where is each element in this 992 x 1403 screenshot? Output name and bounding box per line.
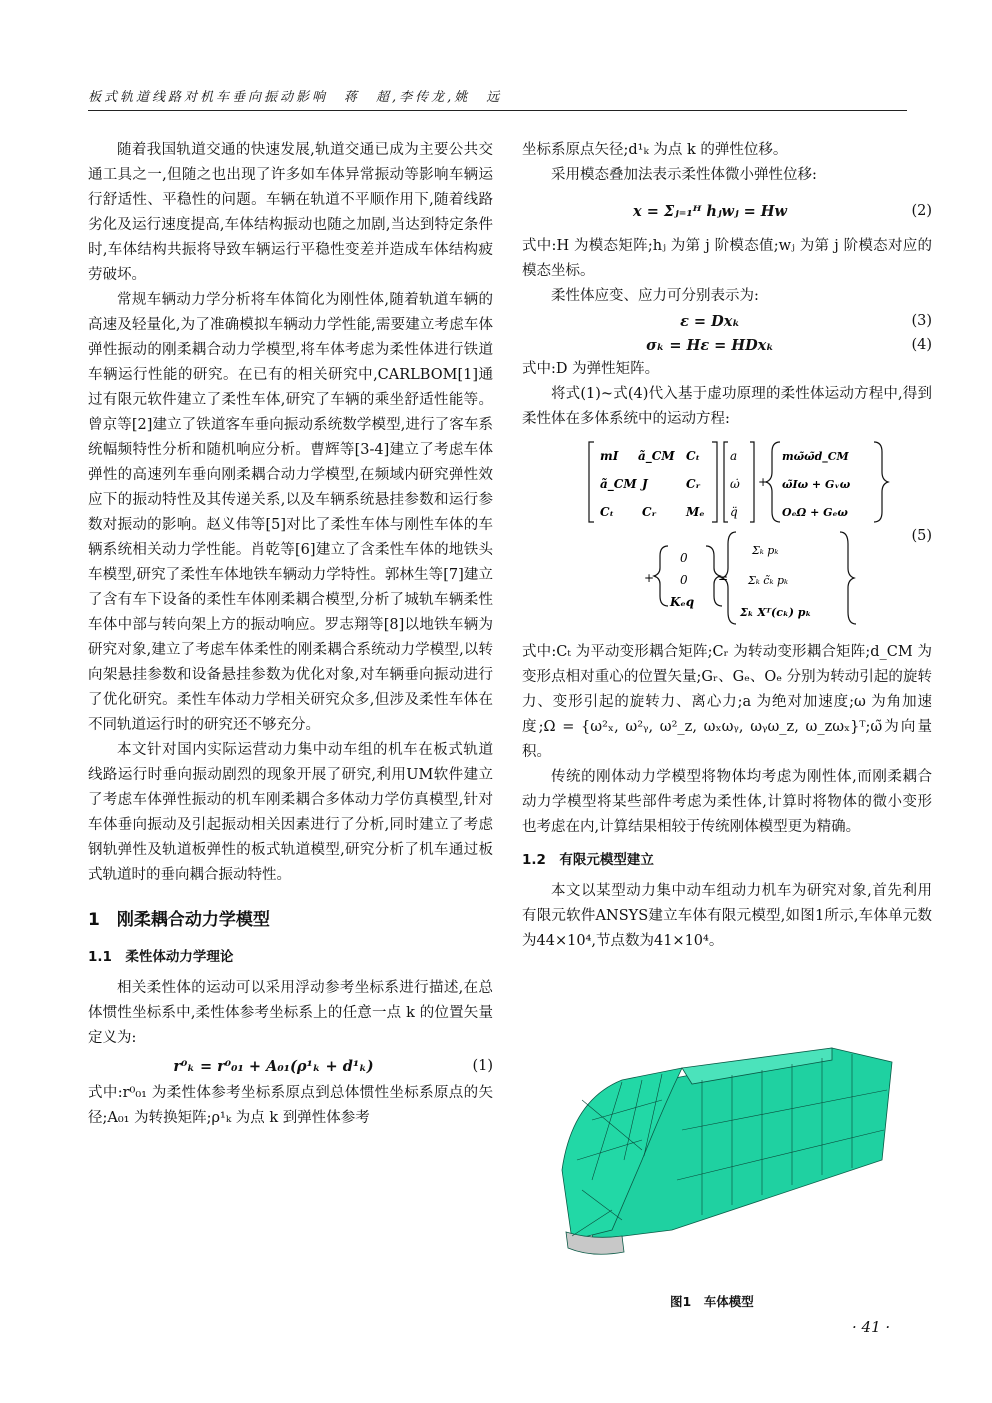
subsection-heading: 1.1 柔性体动力学理论	[88, 949, 234, 965]
paragraph: 本文以某型动力集中动车组动力机车为研究对象,首先利用有限元软件ANSYS建立车体有限元模型,如图1所示,车体单元数为44×10⁴,节点数为41×10⁴。	[522, 883, 932, 949]
paragraph: 式中:Cₜ 为平动变形耦合矩阵;Cᵣ 为转动变形耦合矩阵;d_CM 为变形点相对重心的位置矢量;Gᵣ、Gₑ、Oₑ 分别为转动引起的旋转力、变形引起的旋转力、离心力;a 为绝对加速度;ω 为角加速度;Ω = {ω²ₓ, ω²ᵧ, ω²_z, ωₓωᵧ, ωᵧω_z, ω_zωₓ}ᵀ;ω̃为向量积。	[522, 644, 932, 760]
equation-5	[522, 438, 932, 634]
equation-number: (4)	[911, 336, 932, 353]
vector-cell: q̈	[730, 505, 738, 519]
matrix-cell: J	[642, 477, 648, 491]
page-number: · 41 ·	[852, 1318, 891, 1336]
matrix-cell: ã_CM	[600, 477, 637, 491]
paragraph: 随着我国轨道交通的快速发展,轨道交通已成为主要公共交通工具之一,但随之也出现了许多如车体异常振动等影响车辆运行舒适性、平稳性的问题。车辆在轨道不平顺作用下,随着线路劣化及运行速度提高,车体结构振动也随之加剧,当达到特定条件时,车体结构共振将导致车辆运行平稳性变差并造成车体结构疲劳破坏。	[88, 142, 493, 283]
equation-4	[522, 333, 932, 357]
vector-cell: ω̇	[730, 477, 740, 491]
equation-body: r⁰ₖ = r⁰₀₁ + A₀₁(ρ¹ₖ + d¹ₖ)	[173, 1057, 374, 1075]
vector-cell: ω̃Iω + Gᵥω	[782, 478, 851, 491]
header-rule	[88, 110, 907, 111]
paragraph: 式中:D 为弹性矩阵。	[522, 361, 660, 377]
vector-cell: Σₖ c̃ₖ pₖ	[748, 574, 789, 587]
equation-body: σₖ = Hε = HDxₖ	[646, 336, 774, 354]
paragraph: 将式(1)~式(4)代入基于虚功原理的柔性体运动方程中,得到柔性体在多体系统中的运动方程:	[522, 386, 932, 427]
matrix-cell: Cᵣ	[686, 477, 701, 491]
svg-text:+: +	[644, 571, 655, 585]
vector-cell: OₑΩ + Gₑω	[782, 506, 848, 519]
paragraph: 式中:H 为模态矩阵;hⱼ 为第 j 阶模态值;wⱼ 为第 j 阶模态对应的模态坐标。	[522, 238, 932, 279]
equation-number: (5)	[911, 527, 932, 544]
equation-body: x = Σⱼ₌₁ᴴ hⱼwⱼ = Hw	[633, 202, 787, 220]
paragraph: 采用模态叠加法表示柔性体微小弹性位移:	[551, 167, 817, 183]
svg-text:=: =	[718, 571, 729, 585]
vector-cell: a	[730, 449, 738, 463]
equation-body: ε = Dxₖ	[680, 312, 740, 330]
vector-cell: 0	[680, 551, 688, 565]
matrix-cell: ã_CM	[638, 449, 675, 463]
paragraph: 式中:r⁰₀₁ 为柔性体参考坐标系原点到总体惯性坐标系原点的矢径;A₀₁ 为转换矩阵;ρ¹ₖ 为点 k 到弹性体参考	[88, 1085, 493, 1126]
matrix-cell: mI	[600, 449, 619, 463]
paragraph: 本文针对国内实际运营动力集中动车组的机车在板式轨道线路运行时垂向振动剧烈的现象开展了研究,利用UM软件建立了考虑车体弹性振动的机车刚柔耦合多体动力学仿真模型,针对车体垂向振动及引起振动相关因素进行了分析,同时建立了考虑钢轨弹性及轨道板弹性的板式轨道模型,研究分析了机车通过板式轨道时的垂向耦合振动特性。	[88, 742, 493, 883]
vector-cell: mω̃ω̃d_CM	[782, 450, 849, 463]
left-column	[88, 138, 493, 1131]
vector-cell: Σₖ Xᵀ(cₖ) pₖ	[740, 606, 812, 619]
paragraph: 常规车辆动力学分析将车体简化为刚性体,随着轨道车辆的高速及轻量化,为了准确模拟车辆动力学性能,需要建立考虑车体弹性振动的刚柔耦合动力学模型,将车体考虑为柔性体进行铁道车辆运行性能的研究。在已有的相关研究中,CARLBOM[1]通过有限元软件建立了柔性车体,研究了车辆的乘坐舒适性能等。曾京等[2]建立了铁道客车垂向振动系统数学模型,进行了客车系统幅频特性分析和随机响应分析。曹辉等[3-4]建立了考虑车体弹性的高速列车垂向刚柔耦合动力学模型,在频域内研究弹性效应下的振动特性及其传递关系,以及车辆系统悬挂参数和运行参数对振动的影响。赵义伟等[5]对比了柔性车体与刚性车体的车辆系统相关动力学性能。肖乾等[6]建立了含柔性车体的地铁头车模型,研究了柔性车体地铁车辆动力学特性。郭林生等[7]建立了含有车下设备的柔性车体刚柔耦合模型,分析了城轨车辆柔性车体中部与转向架上方的振动响应。罗志翔等[8]以地铁车辆为研究对象,建立了考虑车体柔性的刚柔耦合系统动力学模型,以转向架悬挂参数和设备悬挂参数为优化对象,对车辆垂向振动进行了优化研究。柔性车体动力学相关研究众多,但涉及柔性车体在不同轨道运行时的研究还不够充分。	[88, 292, 493, 733]
matrix-cell: Mₑ	[686, 505, 705, 519]
paragraph: 相关柔性体的运动可以采用浮动参考坐标系进行描述,在总体惯性坐标系中,柔性体参考坐标系上的任意一点 k 的位置矢量定义为:	[88, 980, 493, 1046]
paragraph: 柔性体应变、应力可分别表示为:	[551, 288, 759, 304]
equation-3	[522, 309, 932, 333]
vector-cell: Σₖ pₖ	[752, 544, 779, 557]
equation-number: (3)	[911, 312, 932, 329]
paragraph: 传统的刚体动力学模型将物体均考虑为刚性体,而刚柔耦合动力学模型将某些部件考虑为柔性体,计算时将物体的微小变形也考虑在内,计算结果相较于传统刚体模型更为精确。	[522, 769, 932, 835]
equation-2	[522, 188, 932, 234]
section-heading: 1 刚柔耦合动力学模型	[88, 910, 270, 930]
right-column	[522, 138, 932, 954]
matrix-cell: Cₜ	[600, 505, 614, 519]
vector-cell: Kₑq	[670, 595, 695, 609]
svg-text:+: +	[758, 475, 769, 489]
vector-cell: 0	[680, 573, 688, 587]
equation-number: (1)	[472, 1057, 493, 1074]
equation-number: (2)	[911, 202, 932, 219]
running-header: 板式轨道线路对机车垂向振动影响 蒋 超,李传龙,姚 远	[88, 90, 503, 105]
subsection-heading: 1.2 有限元模型建立	[522, 852, 654, 868]
paragraph: 坐标系原点矢径;d¹ₖ 为点 k 的弹性位移。	[522, 142, 788, 158]
figure-caption: 图1 车体模型	[670, 1294, 754, 1309]
matrix-equation	[522, 438, 894, 634]
equation-1	[88, 1051, 493, 1081]
matrix-cell: Cᵣ	[642, 505, 657, 519]
matrix-cell: Cₜ	[686, 449, 700, 463]
car-body-fem-figure	[552, 1040, 907, 1280]
